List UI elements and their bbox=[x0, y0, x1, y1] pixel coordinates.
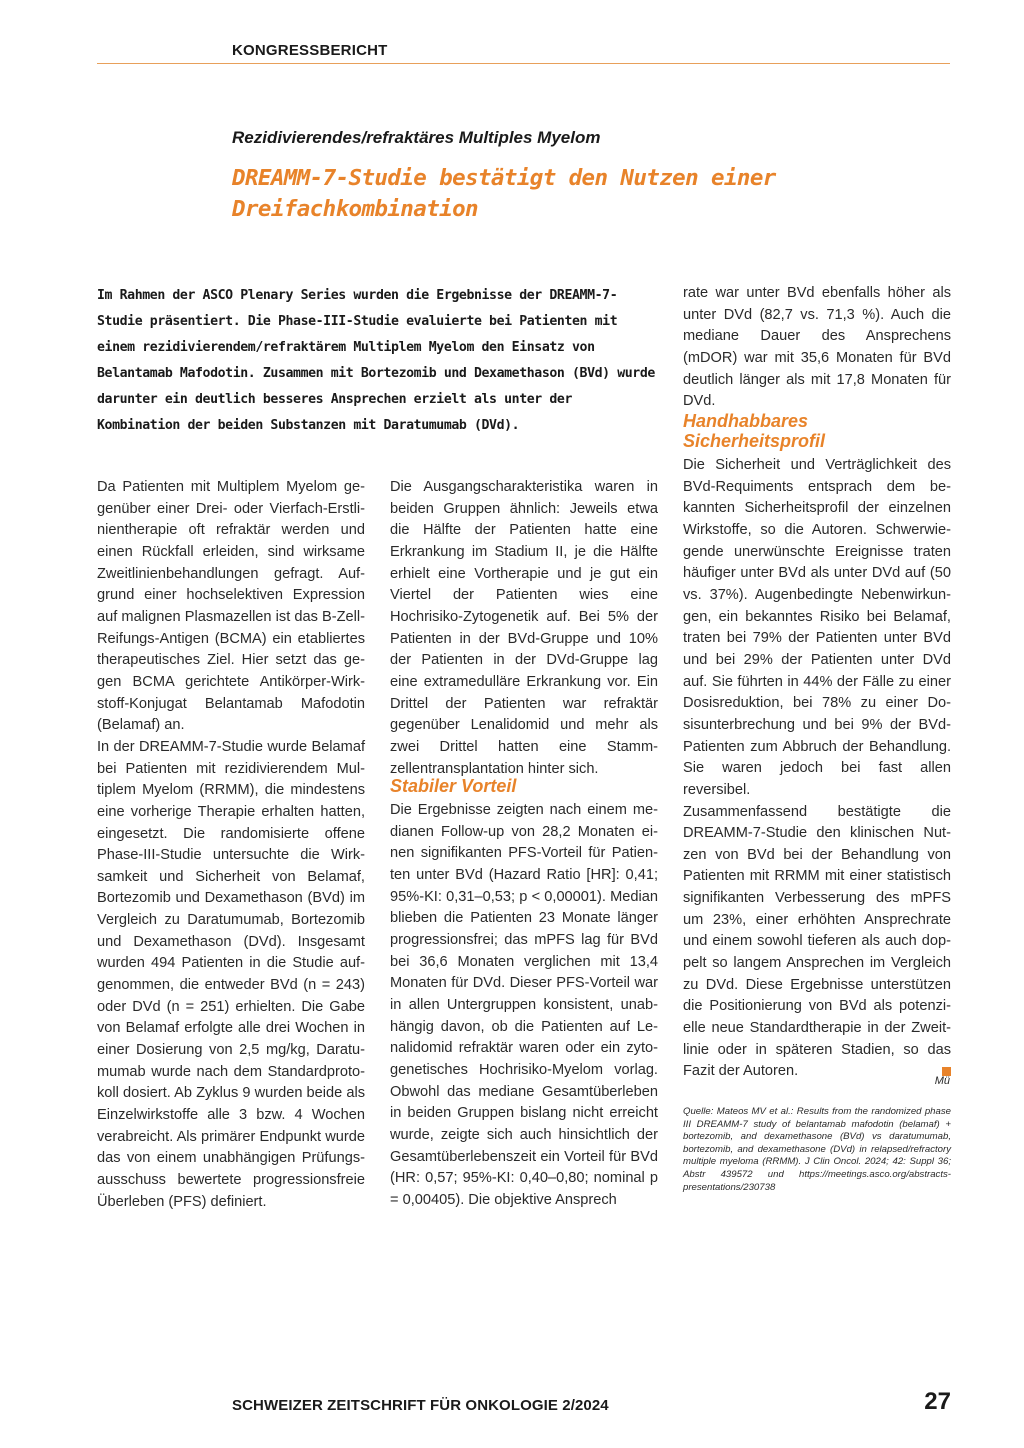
article-lead: Im Rahmen der ASCO Plenary Series wurden die Ergebnisse der DREAMM-7-Studie präsentiert. Die Phase-III-Studie evaluierte bei Patienten mit einem rezidivierendem/refraktärem Multiplem Myelom den Einsatz von Belantamab Mafodotin. Zusammen mit Bortezomib und Dexamethason (BVd) wurde darunter ein deutlich besseres Ansprechen erzielt als unter der Kombination der beiden Substanzen mit Daratumumab (DVd). bbox=[97, 288, 655, 433]
page-number: 27 bbox=[924, 1388, 951, 1415]
article-kicker: Rezidivierendes/refraktäres Multiples Myelom bbox=[232, 128, 601, 147]
paragraph: Die Sicherheit und Verträglichkeit des BVd-Requiments entsprach dem bekannten Sicherheitsprofil der einzelnen Wirkstoffe, so die Autoren. Schwerwiegende unerwünschte Ereignisse traten häufiger unter BVd als unter DVd auf (50 vs. 37%). Augenbedingte Nebenwirkungen, ein bekanntes Risiko bei Belamaf, traten bei 79% der Patienten unter BVd und bei 29% der Patienten unter DVd auf. Sie führten in 44% der Fälle zu einer Dosisreduktion, bei 78% zu einer Dosisunterbrechung und bei 9% der BVd-Patienten zum Abbruch der Behandlung. Sie waren jedoch bei fast allen reversibel. bbox=[683, 457, 951, 798]
author-initials: Mü bbox=[934, 1075, 950, 1087]
paragraph: rate war unter BVd ebenfalls höher als unter DVd (82,7 vs. 71,3 %). Auch die mediane Dauer des Ansprechens (mDOR) war mit 35,6 Monaten für BVd deutlich länger als mit 17,8 Monaten für DVd. bbox=[683, 285, 951, 410]
column-2 bbox=[390, 477, 658, 780]
paragraph: Die Ausgangscharakteristika waren in beiden Gruppen ähnlich: Jeweils etwa die Hälfte der Patienten hatte eine Erkrankung im Stadium II, je die Hälfte erhielt eine Vortherapie und je gut ein Viertel der Patienten wies eine Hochrisiko-Zytogenetik auf. Bei 5% der Patienten in der BVd-Gruppe und 10% der Patienten in der DVd-Gruppe lag eine extramedulläre Erkrankung vor. Ein Drittel der Patienten war refraktär gegenüber Lenalidomid und mehr als zwei Drittel hatten eine Stammzellentransplantation hinter sich. bbox=[390, 479, 658, 777]
subheading-sicherheitsprofil: Handhabbares Sicherheitsprofil bbox=[683, 411, 826, 451]
paragraph: Die Ergebnisse zeigten nach einem medianen Follow-up von 28,2 Monaten einen signifikanten PFS-Vorteil für Patienten unter BVd (Hazard Ratio [HR]: 0,41; 95%-KI: 0,31–0,53; p < 0,00001). Median blieben die Patienten 23 Monate länger progressionsfrei; das mPFS lag für BVd bei 36,6 Monaten verglichen mit 13,4 Monaten für DVd. Dieser PFS-Vorteil war in allen Untergruppen konsistent, unabhängig davon, ob die Patienten auf Lenalidomid refraktär waren oder ein zytogenetisches Hochrisiko-Myelom vorlag. Obwohl das mediane Gesamtüberleben in beiden Gruppen bislang nicht erreicht wurde, zeigte sich auch hinsichtlich der Gesamtüberlebenszeit ein Vorteil für BVd (HR: 0,57; 95%-KI: 0,40–0,80; nominal p = 0,00405). Die objektive Ansprech bbox=[390, 802, 658, 1208]
paragraph-conclusion bbox=[683, 802, 951, 1084]
paragraph: Da Patienten mit Multiplem Myelom gegenüber einer Drei- oder Vierfach-Erstlinientherapie oft refraktär werden und einen Rückfall erleiden, sind wirksame Zweitlinienbehandlungen gefragt. Aufgrund einer hochselektiven Expression auf malignen Plasmazellen ist das B-Zell-Reifungs-Antigen (BCMA) ein etabliertes therapeutisches Ziel. Hier setzt das gegen BCMA gerichtete Antikörper-Wirkstoff-Konjugat Belantamab Mafodotin (Belamaf) an. bbox=[97, 479, 365, 734]
source-citation: Quelle: Mateos MV et al.: Results from the randomized phase III DREAMM-7 study of belantamab mafodotin (belamaf) + bortezomib, and dexamethasone (BVd) vs daratumumab, bortezomib, and dexamethasone (DVd) in relapsed/refractory multiple myeloma (RRMM). J Clin Oncol. 2024; 42: Suppl 36; Abstr 439572 und https://meetings.asco.org/abstracts-presentations/230738 bbox=[683, 1106, 951, 1193]
subheading-stabiler-vorteil: Stabiler Vorteil bbox=[390, 776, 517, 796]
column-1 bbox=[97, 477, 365, 1213]
conclusion-text: Zusammenfassend bestätigte die DREAMM-7-Studie den klinischen Nutzen von BVd bei der Behandlung von Patienten mit RRMM mit einer statistisch signifikanten Verbesserung des mPFS um 23%, einer erhöhten Ansprechrate und einem sowohl tieferen als auch doppelt so langem Ansprechen im Vergleich zu DVd. Diese Ergebnisse unterstützen die Positionierung von BVd als potenzielle neue Standardtherapie in der Zweitlinie oder in späteren Stadien, so das Fazit der Autoren. bbox=[683, 803, 951, 1080]
header-divider bbox=[97, 63, 950, 64]
paragraph: In der DREAMM-7-Studie wurde Belamaf bei Patienten mit rezidivierendem Multiplem Myelom (RRMM), die mindestens eine vorherige Therapie erhalten hatten, eingesetzt. Die randomisierte offene Phase-III-Studie untersuchte die Wirksamkeit und Sicherheit von Belamaf, Bortezomib und Dexamethason (BVd) im Vergleich zu Daratumumab, Bortezomib und Dexamethason (DVd). Insgesamt wurden 494 Patienten in die Studie aufgenommen, die entweder BVd (n = 243) oder DVd (n = 251) erhielten. Die Gabe von Belamaf erfolgte alle drei Wochen in einer Dosierung von 2,5 mg/kg, Daratumumab wurde nach dem Standardprotokoll dosiert. Ab Zyklus 9 wurden beide als Einzelwirkstoffe alle 3 bzw. 4 Wochen verabreicht. Als primärer Endpunkt wurde das von einem unabhängigen Prüfungsausschuss bewertete progressionsfreie Überleben (PFS) definiert. bbox=[97, 738, 365, 1210]
column-3-bottom bbox=[683, 455, 951, 1083]
section-label: KONGRESSBERICHT bbox=[232, 42, 388, 59]
footer-journal-title: SCHWEIZER ZEITSCHRIFT FÜR ONKOLOGIE 2/2024 bbox=[232, 1397, 609, 1414]
column-2-continued bbox=[390, 800, 658, 1211]
article-title: DREAMM-7-Studie bestätigt den Nutzen einer Dreifachkombination bbox=[232, 165, 776, 222]
column-3-top bbox=[683, 283, 951, 413]
